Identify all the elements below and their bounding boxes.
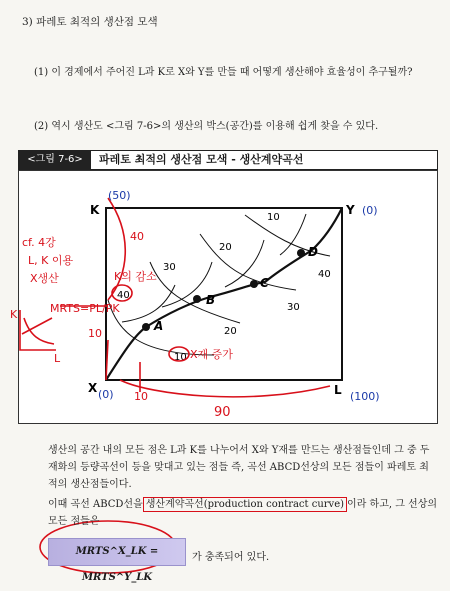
hand-mini-L: L: [54, 352, 61, 365]
hand-k50: (50): [108, 189, 131, 202]
iso-x-label-10: 10: [174, 352, 187, 363]
iso-x-label-20: 20: [224, 326, 237, 337]
hand-xinc: X재 증가: [190, 348, 233, 361]
corner-L: L: [334, 383, 342, 397]
iso-y-label-30: 30: [163, 262, 176, 273]
hand-l100: (100): [350, 390, 380, 403]
label-D: D: [308, 245, 318, 259]
p2-prefix: 이때 곡선 ABCD선을: [48, 499, 143, 510]
iso-y-label-40: 40: [117, 290, 130, 301]
hand-x0: (0): [98, 388, 114, 401]
body-paragraph-2: [48, 496, 438, 530]
hand-90: 90: [214, 405, 231, 420]
hand-lk: L, K 이용: [28, 254, 74, 267]
isoquant-y-40: [122, 285, 175, 322]
hand-cf: cf. 4강: [22, 236, 56, 249]
hand-10-left: 10: [88, 327, 102, 340]
hand-xprod: X생산: [30, 272, 59, 285]
p2-suffix: 이라 하고, 그 선상의 모든 점들은: [48, 499, 438, 527]
red-text: [10, 230, 233, 420]
formula-tail: 가 충족되어 있다.: [192, 552, 270, 563]
red-90-bracket: [120, 380, 330, 397]
point-D: [297, 249, 305, 257]
mrts-formula: MRTS^X_LK = MRTS^Y_LK: [75, 546, 159, 583]
corner-Y: Y: [346, 203, 355, 217]
point-A: [142, 323, 150, 331]
iso-y-label-10: 10: [267, 212, 280, 223]
hand-mini-K: K: [10, 308, 18, 321]
label-C: C: [260, 276, 269, 290]
question-1: (1) 이 경제에서 주어진 L과 K로 X와 Y를 만들 때 어떻게 생산해야 효율성이 추구될까?: [34, 67, 413, 78]
formula-box: [48, 538, 186, 583]
iso-x-label-30: 30: [287, 302, 300, 313]
p2-highlight: 생산계약곡선(production contract curve): [143, 497, 347, 512]
hand-kdec: K의 감소: [114, 270, 157, 283]
label-B: B: [206, 293, 216, 307]
corner-X: X: [88, 381, 98, 395]
label-A: A: [154, 319, 164, 333]
figure-tag: <그림 7-6>: [19, 151, 91, 169]
body-paragraph-1: 생산의 공간 내의 모든 점은 L과 K를 나누어서 X와 Y재를 만드는 생산점들인데 그 중 두 재화의 등량곡선이 등을 맞대고 있는 점들 즉, 곡선 ABCD선상의 모든 점들이 파레토 최적의 생산점들이다.: [48, 445, 430, 490]
hand-mrts: MRTS=PL/PK: [50, 302, 120, 315]
section-title: 3) 파레토 최적의 생산점 모색: [22, 16, 158, 28]
figure-title: 파레토 최적의 생산점 모색 - 생산계약곡선: [99, 153, 304, 166]
corner-K: K: [90, 203, 100, 217]
hand-y0: (0): [362, 204, 378, 217]
hand-k40: 40: [130, 230, 144, 243]
hand-10-bottom: 10: [134, 390, 148, 403]
question-2: (2) 역시 생산도 <그림 7-6>의 생산의 박스(공간)를 이용해 쉽게 찾을 수 있다.: [34, 121, 379, 132]
point-B: [193, 295, 201, 303]
isoquant-x-30: [200, 234, 296, 290]
iso-y-label-20: 20: [219, 242, 232, 253]
iso-x-label-40: 40: [318, 269, 331, 280]
point-C: [250, 280, 258, 288]
